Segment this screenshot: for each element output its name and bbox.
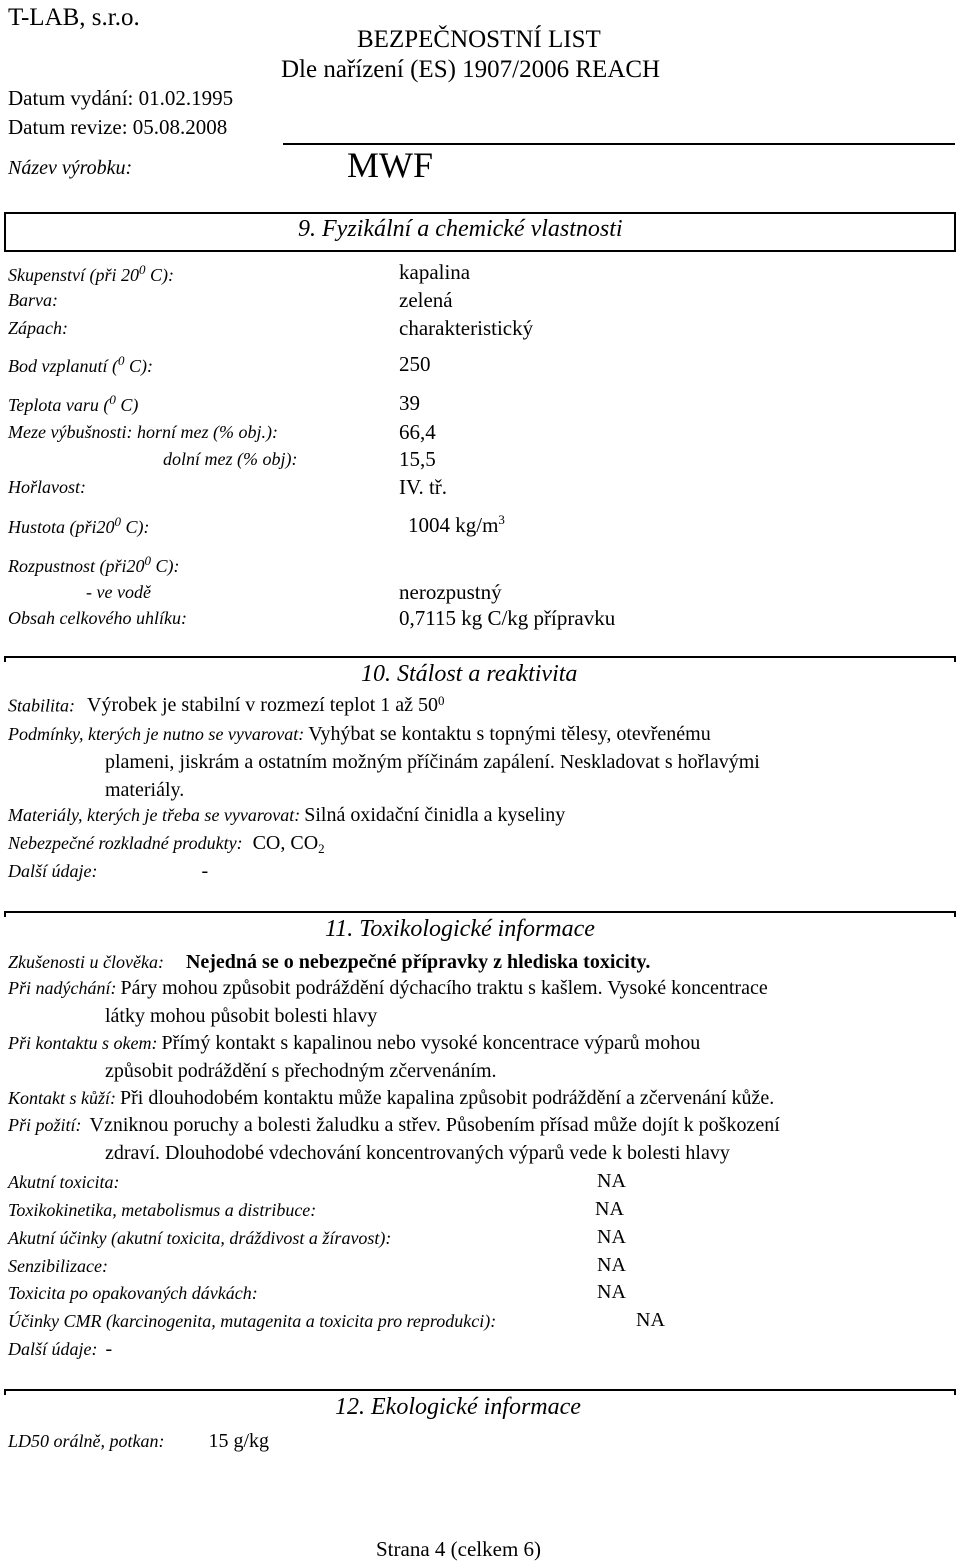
inhalation-row (8, 977, 768, 1000)
flammability-value: IV. tř. (399, 475, 448, 499)
state-label: Skupenství (při $20^0$ C): (8, 262, 174, 285)
odor-value: charakteristický (399, 316, 534, 340)
section-10-other-label: Další údaje: (8, 861, 98, 881)
ld50-row (8, 1430, 269, 1453)
human-experience-label: Zkušenosti u člověka: (8, 952, 164, 972)
product-name: MWF (347, 145, 434, 185)
toxicokinetics-label: Toxikokinetika, metabolismus a distribuce: (8, 1200, 317, 1220)
density-value: 1004 $kg/m^3$ (408, 512, 505, 537)
materials-value: Silná oxidační činidla a kyseliny (304, 804, 566, 826)
eye-contact-row (8, 1032, 700, 1055)
stability-label: Stabilita: (8, 695, 75, 716)
eye-contact-line-2: způsobit podráždění s přechodným zčervenáním. (105, 1060, 497, 1082)
boiling-point-label: Teplota varu ($^0$ C) (8, 392, 139, 415)
section-11-other-value: - (105, 1338, 113, 1360)
section-10-other-row (8, 860, 208, 883)
inhalation-value: Páry mohou způsobit podráždění dýchacího traktu s kašlem. Vysoké koncentrace (120, 977, 768, 999)
stability-row: Stabilita: Výrobek je stabilní v rozmezí teplot 1 až $50^0$ (8, 693, 445, 717)
product-label: Název výrobku: (8, 157, 133, 179)
inhalation-label: Při nadýchání: (8, 978, 117, 998)
document-title: BEZPEČNOSTNÍ LIST (357, 26, 601, 53)
flash-point-value: 250 (399, 352, 431, 376)
materials-label: Materiály, kterých je třeba se vyvarovat: (8, 805, 301, 825)
ingestion-line-2: zdraví. Dlouhodobé vdechování koncentrovaných výparů vede k bolesti hlavy (105, 1142, 730, 1164)
company-name: T-LAB, s.r.o. (8, 4, 140, 31)
decomposition-label: Nebezpečné rozkladné produkty: (8, 833, 243, 853)
section-10-title: 10. Stálost a reaktivita (361, 661, 578, 687)
acute-effects-label: Akutní účinky (akutní toxicita, dráždivost a žíravost): (8, 1228, 392, 1248)
human-experience-value: Nejedná se o nebezpečné přípravky z hlediska toxicity. (185, 951, 651, 973)
document-regulation: Dle nařízení (ES) 1907/2006 REACH (281, 56, 661, 83)
avoid-conditions-label: Podmínky, kterých je nutno se vyvarovat: (8, 724, 305, 744)
odor-label: Zápach: (8, 318, 68, 338)
page-number: Strana 4 (celkem 6) (376, 1537, 542, 1561)
repeated-dose-value: NA (597, 1281, 626, 1303)
issue-date: Datum vydání: 01.02.1995 (8, 86, 234, 110)
color-value: zelená (399, 288, 453, 312)
flammability-label: Hořlavost: (8, 477, 86, 497)
section-10-other-value: - (201, 860, 209, 882)
explosion-upper-label: Meze výbušnosti: horní mez (% obj.): (8, 422, 278, 442)
stability-value: Výrobek je stabilní v rozmezí teplot 1 až 50 (87, 694, 439, 717)
ld50-value: 15 g/kg (208, 1430, 270, 1452)
sensitization-value: NA (597, 1254, 626, 1276)
avoid-conditions-value: Vyhýbat se kontaktu s topnými tělesy, otevřenému (308, 723, 711, 745)
section-9-title: 9. Fyzikální a chemické vlastnosti (298, 216, 623, 242)
density-label: Hustota ($při20^0$ C): (8, 514, 150, 537)
avoid-conditions-row (8, 723, 711, 746)
total-carbon-value: 0,7115 kg C/kg přípravku (399, 606, 616, 630)
explosion-lower-label: dolní mez (% obj): (163, 449, 298, 469)
boiling-point-value: 39 (399, 391, 420, 415)
human-experience-row (8, 951, 650, 974)
acute-toxicity-value: NA (597, 1170, 626, 1192)
section-11-title: 11. Toxikologické informace (325, 916, 595, 942)
revision-date: Datum revize: 05.08.2008 (8, 115, 228, 139)
ld50-label: LD50 orálně, potkan: (8, 1431, 165, 1451)
acute-toxicity-label: Akutní toxicita: (8, 1172, 120, 1192)
decomposition-value: CO, CO (252, 832, 319, 854)
eye-contact-label: Při kontaktu s okem: (8, 1033, 158, 1053)
materials-row (8, 804, 565, 827)
cmr-effects-label: Účinky CMR (karcinogenita, mutagenita a toxicita pro reprodukci): (8, 1311, 497, 1331)
state-value: kapalina (399, 260, 471, 284)
sensitization-label: Senzibilizace: (8, 1256, 108, 1276)
section-11-other-row (8, 1338, 112, 1361)
ingestion-label: Při požití: (8, 1115, 82, 1135)
explosion-lower-value: 15,5 (399, 447, 436, 471)
water-solubility-value: nerozpustný (399, 580, 502, 604)
repeated-dose-label: Toxicita po opakovaných dávkách: (8, 1283, 258, 1303)
water-solubility-label: - ve vodě (86, 582, 151, 602)
section-12-title: 12. Ekologické informace (335, 1394, 581, 1420)
eye-contact-value: Přímý kontakt s kapalinou nebo vysoké koncentrace výparů mohou (161, 1032, 701, 1054)
decomposition-row: Nebezpečné rozkladné produkty: CO, $CO_2$ (8, 832, 325, 857)
skin-contact-label: Kontakt s kůží: (8, 1088, 116, 1108)
total-carbon-label: Obsah celkového uhlíku: (8, 608, 187, 628)
toxicokinetics-value: NA (595, 1198, 624, 1220)
cmr-effects-value: NA (636, 1309, 665, 1331)
acute-effects-value: NA (597, 1226, 626, 1248)
skin-contact-row (8, 1087, 774, 1110)
inhalation-line-2: látky mohou působit bolesti hlavy (105, 1005, 378, 1027)
ingestion-row (8, 1114, 780, 1137)
explosion-upper-value: 66,4 (399, 420, 436, 444)
color-label: Barva: (8, 290, 58, 310)
avoid-conditions-line-3: materiály. (105, 779, 185, 801)
skin-contact-value: Při dlouhodobém kontaktu může kapalina způsobit podráždění a zčervenání kůže. (120, 1087, 775, 1109)
section-11-other-label: Další údaje: (8, 1339, 98, 1359)
ingestion-value: Vzniknou poruchy a bolesti žaludku a střev. Působením přísad může dojít k poškození (89, 1114, 780, 1136)
solubility-label: Rozpustnost ($při20^0$ C): (8, 553, 180, 576)
avoid-conditions-line-2: plameni, jiskrám a ostatním možným příčinám zapálení. Neskladovat s hořlavými (105, 751, 760, 773)
flash-point-label: Bod vzplanutí ($^0$ C): (8, 353, 153, 376)
